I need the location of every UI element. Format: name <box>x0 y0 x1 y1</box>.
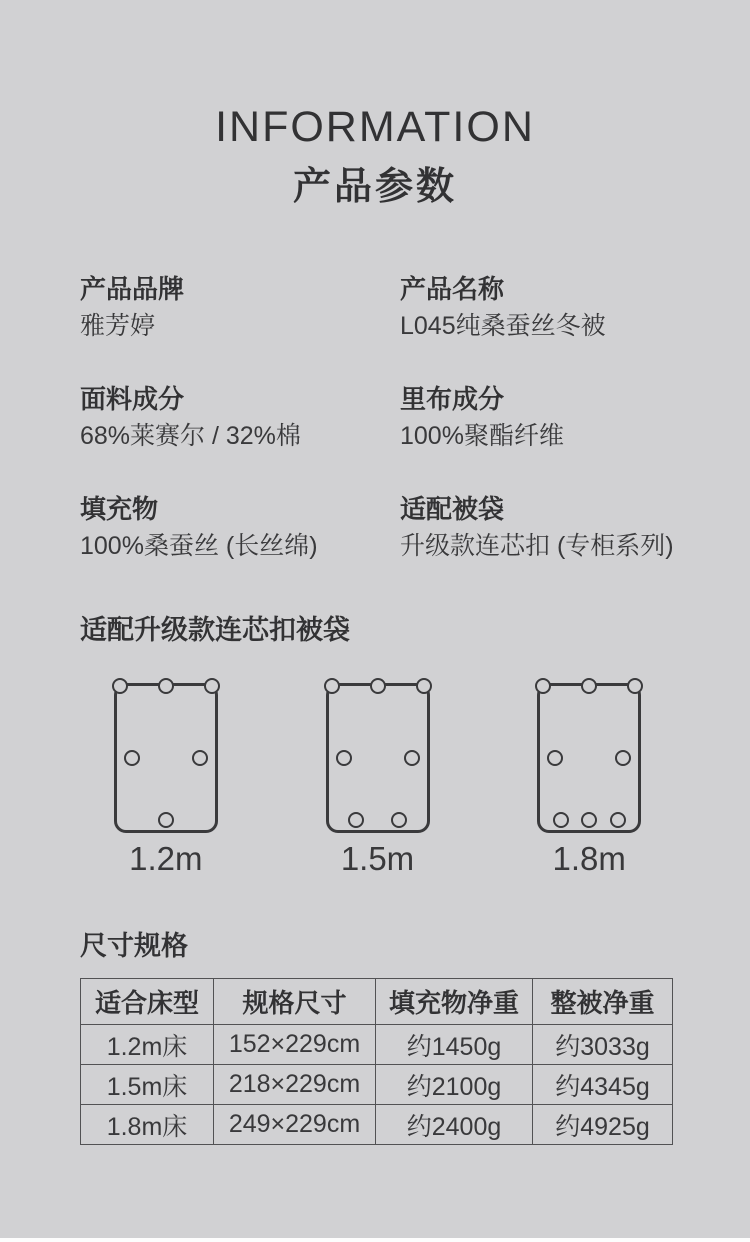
cell-dimensions: 152×229cm <box>214 1025 376 1065</box>
table-row <box>81 1065 673 1105</box>
cell-bed-type: 1.8m床 <box>81 1105 214 1145</box>
duvet-button-icon <box>627 678 643 694</box>
duvet-button-icon <box>370 678 386 694</box>
spec-value: 升级款连芯扣 (专柜系列) <box>400 532 674 560</box>
col-header-bed-type: 适合床型 <box>81 979 214 1025</box>
duvet-button-icon <box>581 678 597 694</box>
spec-label: 面料成分 <box>80 384 185 414</box>
button-row-middle <box>336 750 420 766</box>
duvet-button-icon <box>336 750 352 766</box>
duvet-diagram-row <box>0 683 750 878</box>
spec-value: 100%桑蚕丝 (长丝绵) <box>80 532 318 560</box>
duvet-button-icon <box>391 812 407 828</box>
cell-fill-weight: 约2400g <box>376 1105 533 1145</box>
table-row <box>81 1025 673 1065</box>
button-row-bottom <box>335 812 421 828</box>
duvet-button-icon <box>610 812 626 828</box>
duvet-button-icon <box>324 678 340 694</box>
duvet-cover-section <box>0 608 750 878</box>
spec-cover-match <box>400 494 710 562</box>
duvet-size-label: 1.2m <box>129 840 203 877</box>
cell-dimensions: 218×229cm <box>214 1065 376 1105</box>
spec-value: 雅芳婷 <box>80 312 156 340</box>
duvet-button-icon <box>553 812 569 828</box>
button-row-top <box>112 678 220 694</box>
table-row <box>81 1105 673 1145</box>
section-title-zh: 产品参数 <box>292 166 457 208</box>
duvet-button-icon <box>535 678 551 694</box>
button-row-middle <box>547 750 631 766</box>
cell-bed-type: 1.5m床 <box>81 1065 214 1105</box>
duvet-button-icon <box>615 750 631 766</box>
duvet-outline-icon <box>326 683 430 833</box>
spec-label: 适配被袋 <box>400 494 505 524</box>
size-spec-table <box>80 978 673 1145</box>
duvet-outline-icon <box>114 683 218 833</box>
spec-value: 100%聚酯纤维 <box>400 422 564 450</box>
spec-product-name <box>400 274 710 342</box>
cell-bed-type: 1.2m床 <box>81 1025 214 1065</box>
col-header-total-weight: 整被净重 <box>533 979 673 1025</box>
spec-label: 里布成分 <box>400 384 505 414</box>
duvet-diagram-1-2m <box>60 683 272 878</box>
size-table-heading: 尺寸规格 <box>80 931 188 961</box>
duvet-button-icon <box>112 678 128 694</box>
duvet-button-icon <box>204 678 220 694</box>
cell-total-weight: 约4925g <box>533 1105 673 1145</box>
duvet-size-label: 1.5m <box>340 840 415 877</box>
bottom-white-strip <box>0 1238 750 1242</box>
section-header <box>0 0 750 210</box>
spec-lining <box>400 384 710 452</box>
button-row-top <box>535 678 643 694</box>
duvet-diagram-1-5m <box>272 683 484 878</box>
duvet-button-icon <box>192 750 208 766</box>
duvet-button-icon <box>158 678 174 694</box>
cell-total-weight: 约4345g <box>533 1065 673 1105</box>
button-row-middle <box>124 750 208 766</box>
spec-filling <box>80 494 400 562</box>
col-header-fill-weight: 填充物净重 <box>376 979 533 1025</box>
cell-fill-weight: 约1450g <box>376 1025 533 1065</box>
cell-fill-weight: 约2100g <box>376 1065 533 1105</box>
spec-brand <box>80 274 400 342</box>
duvet-button-icon <box>581 812 597 828</box>
button-row-bottom <box>546 812 632 828</box>
spec-value: L045纯桑蚕丝冬被 <box>400 312 606 340</box>
duvet-button-icon <box>416 678 432 694</box>
button-row-bottom <box>123 812 209 828</box>
spec-label: 产品品牌 <box>80 274 185 304</box>
duvet-button-icon <box>124 750 140 766</box>
duvet-button-icon <box>404 750 420 766</box>
button-row-top <box>324 678 432 694</box>
duvet-section-heading: 适配升级款连芯扣被袋 <box>80 615 350 645</box>
spec-label: 填充物 <box>80 494 159 524</box>
spec-value: 68%莱赛尔 / 32%棉 <box>80 422 301 450</box>
duvet-button-icon <box>547 750 563 766</box>
duvet-size-label: 1.8m <box>552 840 626 877</box>
product-specs-grid <box>0 274 750 562</box>
col-header-dimensions: 规格尺寸 <box>214 979 376 1025</box>
table-header-row <box>81 979 673 1025</box>
duvet-outline-icon <box>537 683 641 833</box>
duvet-button-icon <box>348 812 364 828</box>
cell-dimensions: 249×229cm <box>214 1105 376 1145</box>
section-title-en: INFORMATION <box>215 103 535 151</box>
duvet-button-icon <box>158 812 174 828</box>
cell-total-weight: 约3033g <box>533 1025 673 1065</box>
spec-label: 产品名称 <box>400 274 505 304</box>
duvet-diagram-1-8m <box>483 683 695 878</box>
size-spec-section <box>0 924 750 1145</box>
spec-fabric <box>80 384 400 452</box>
